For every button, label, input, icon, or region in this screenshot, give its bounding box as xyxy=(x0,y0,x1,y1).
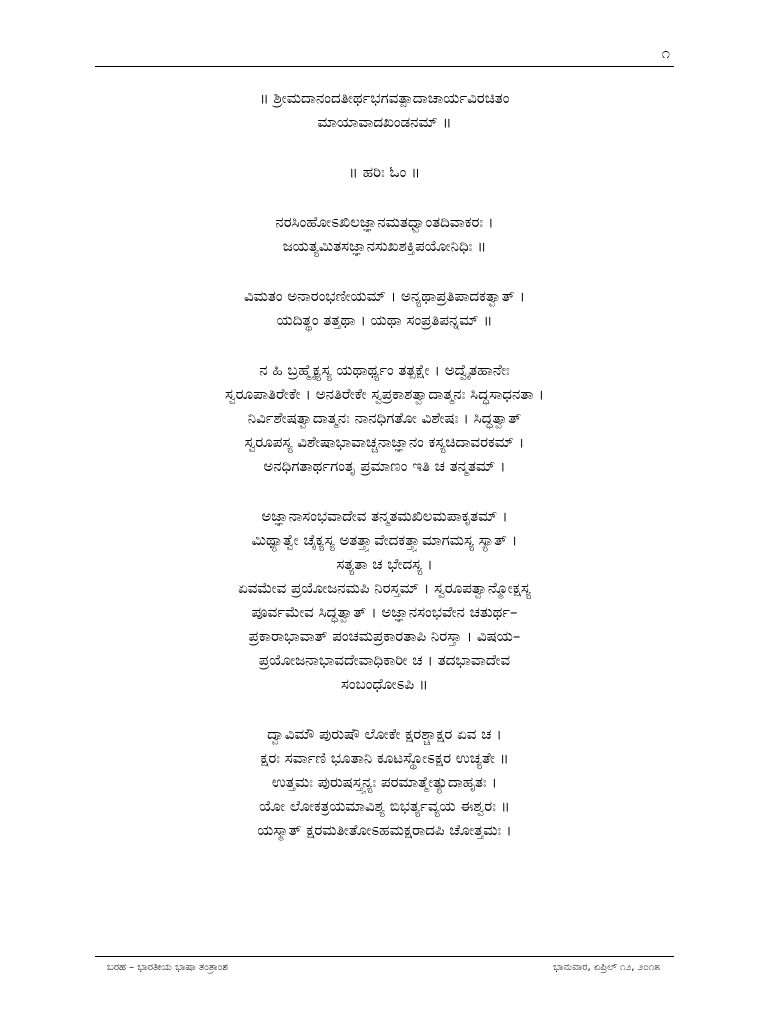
text-line: ಅಜ್ಞಾನಾಸಂಭವಾದೇವ ತನ್ಮತಮಖಿಲಮಪಾಕೃತಮ್ । xyxy=(261,507,508,525)
text-line: ನ ಹಿ ಬ್ರಹ್ಮೈಕ್ಯಸ್ಯ ಯಥಾರ್ಥ್ಯಂ ತತ್ಪಕ್ಷೇ । ಅದ್ವೈತಹಾನೇಃ xyxy=(259,361,510,379)
invocation-line: ॥ ಹರಿಃ ಓಂ ॥ xyxy=(348,163,421,181)
page-number: ೧ xyxy=(661,44,670,62)
text-line: ವಿಮತಂ ಅನಾರಂಭಣೀಯಮ್ । ಅನ್ಯಥಾಪ್ರತಿಪಾದಕತ್ವಾತ್ । xyxy=(243,287,526,305)
invocation-block xyxy=(95,160,674,184)
text-line: ಪೂರ್ವಮೇವ ಸಿದ್ಧತ್ವಾತ್ । ಅಜ್ಞಾನಸಂಭವೇನ ಚತುರ್ಥ– xyxy=(251,603,518,621)
title-line: ॥ ಶ್ರೀಮದಾನಂದತೀರ್ಥಭಗವತ್ಪಾದಾಚಾರ್ಯವಿರಚಿತಂ xyxy=(259,89,510,107)
verse-line: ನರಸಿಂಹೋಽಖಿಲಜ್ಞಾನಮತಧ್ವಾಂತದಿವಾಕರಃ । xyxy=(275,213,494,231)
text-line: ಏವಮೇವ ಪ್ರಯೋಜನಮಪಿ ನಿರಸ್ತಮ್ । ಸ್ವರೂಪತ್ವಾನ್ಮೋಕ್ಷಸ್ಯ xyxy=(238,579,531,597)
verse-line: ಕ್ಷರಃ ಸರ್ವಾಣಿ ಭೂತಾನಿ ಕೂಟಸ್ಥೋಽಕ್ಷರ ಉಚ್ಯತೇ ॥ xyxy=(260,749,509,767)
text-line: ಸ್ವರೂಪಾತಿರೇಕೇ । ಅನತಿರೇಕೇ ಸ್ವಪ್ರಕಾಶತ್ವಾದಾತ್ಮನಃ ಸಿದ್ಧಸಾಧನತಾ । xyxy=(224,385,545,403)
footer-software-credit: ಬರಹ – ಭಾರತೀಯ ಭಾಷಾ ತಂತ್ರಾಂಶ xyxy=(107,962,228,973)
text-line: ಸಂಬಂಧೋಽಪಿ ॥ xyxy=(340,675,429,693)
text-line: ಸತ್ಯತಾ ಚ ಭೇದಸ್ಯ । xyxy=(336,555,433,573)
paragraph-3 xyxy=(95,504,674,696)
text-line: ಸ್ವರೂಪಸ್ಯ ವಿಶೇಷಾಭಾವಾಚ್ಚನಾಜ್ಞಾನಂ ಕಸ್ಯಚಿದಾವರಕಮ್ । xyxy=(244,433,525,451)
text-line: ನಿರ್ವಿಶೇಷತ್ವಾದಾತ್ಮನಃ ನಾನಧಿಗತೋ ವಿಶೇಷಃ । ಸಿದ್ಧತ್ವಾತ್ xyxy=(247,409,522,427)
text-line: ಯದಿತ್ಥಂ ತತ್ತಥಾ । ಯಥಾ ಸಂಪ್ರತಿಪನ್ನಮ್ ॥ xyxy=(276,311,493,329)
title-block xyxy=(95,86,674,134)
text-line: ಪ್ರಕಾರಾಭಾವಾತ್ ಪಂಚಮಪ್ರಕಾರತಾಪಿ ನಿರಸ್ತಾ । ವಿಷಯ– xyxy=(248,627,521,645)
document-body xyxy=(95,86,674,842)
text-line: ಅನಧಿಗತಾರ್ಥಗಂತೃ ಪ್ರಮಾಣಂ ಇತಿ ಚ ತನ್ಮತಮ್ । xyxy=(263,457,506,475)
paragraph-1 xyxy=(95,284,674,332)
verse-line: ಉತ್ತಮಃ ಪುರುಷಸ್ತ್ವನ್ಯಃ ಪರಮಾತ್ಮೇತ್ಯುದಾಹೃತಃ । xyxy=(271,773,498,791)
header-rule xyxy=(95,66,674,67)
paragraph-2 xyxy=(95,358,674,478)
verse-line: ಜಯತ್ಯಮಿತಸಜ್ಞಾನಸುಖಶಕ್ತಿಪಯೋನಿಧಿಃ ॥ xyxy=(282,237,487,255)
verse-block-1 xyxy=(95,210,674,258)
verse-line: ಯೋ ಲೋಕತ್ರಯಮಾವಿಶ್ಯ ಬಿಭರ್ತ್ಯವ್ಯಯ ಈಶ್ವರಃ ॥ xyxy=(259,797,510,815)
footer-date: ಭಾನುವಾರ, ಏಪ್ರಿಲ್ ೧೨, ೨೦೧೫ xyxy=(553,962,660,973)
verse-block-2 xyxy=(95,722,674,842)
verse-line: ದ್ವಾವಿಮೌ ಪುರುಷೌ ಲೋಕೇ ಕ್ಷರಶ್ಚಾಕ್ಷರ ಏವ ಚ । xyxy=(267,725,502,743)
verse-line: ಯಸ್ಮಾತ್ ಕ್ಷರಮತೀತೋಽಹಮಕ್ಷರಾದಪಿ ಚೋತ್ತಮಃ । xyxy=(257,821,512,839)
text-line: ಪ್ರಯೋಜನಾಭಾವದೇವಾಧಿಕಾರೀ ಚ । ತದಭಾವಾದೇವ xyxy=(258,651,511,669)
title-line: ಮಾಯಾವಾದಖಂಡನಮ್ ॥ xyxy=(317,113,452,131)
footer-rule xyxy=(95,956,674,957)
text-line: ಮಿಥ್ಯಾತ್ವೇ ಚೈಕ್ಯಸ್ಯ ಅತತ್ತ್ವಾವೇದಕತ್ತ್ವಾಮಾಗಮಸ್ಯ ಸ್ಯಾತ್ । xyxy=(251,531,518,549)
